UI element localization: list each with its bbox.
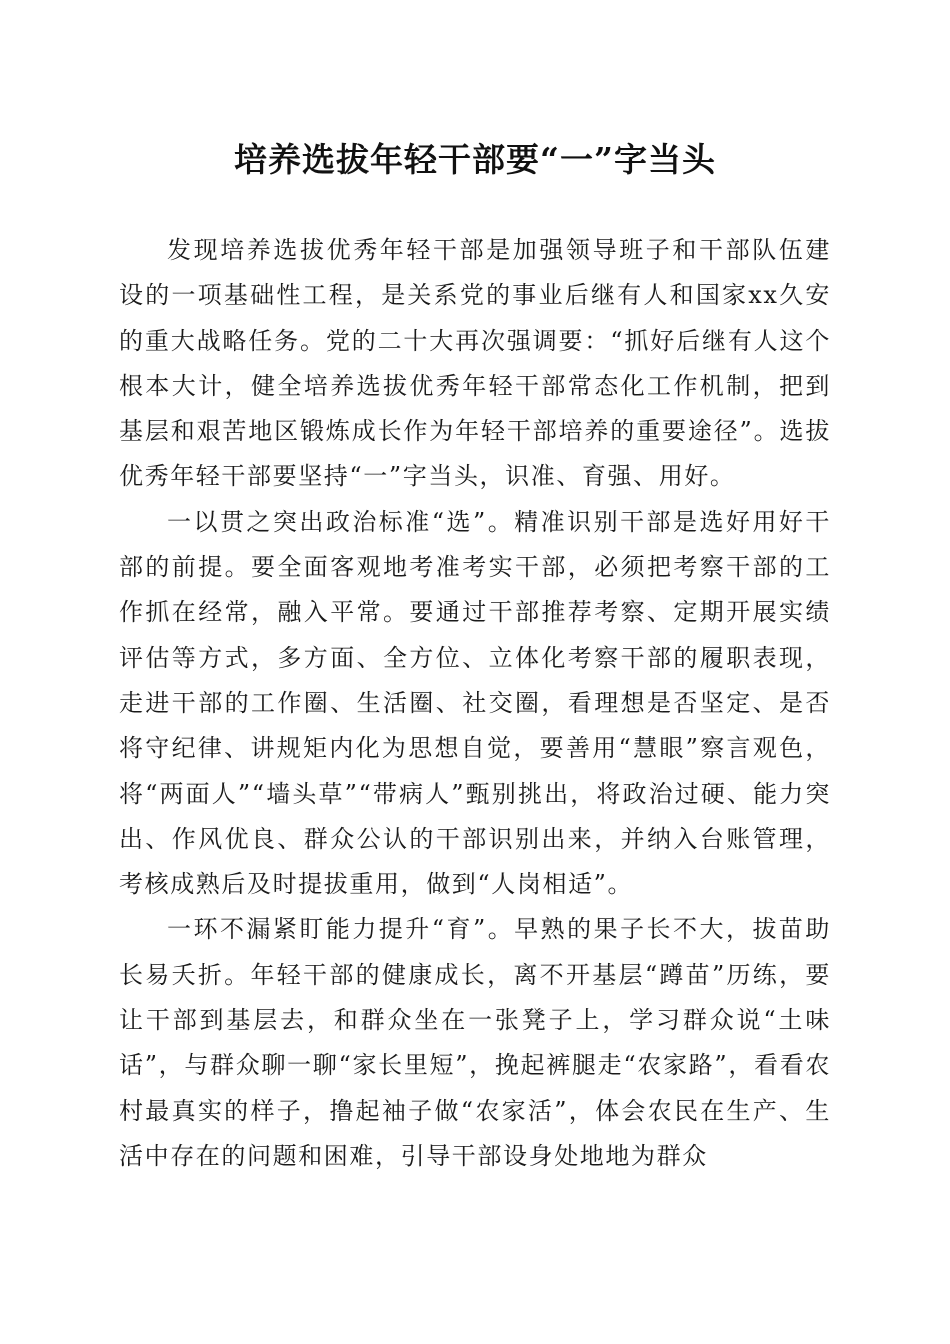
document-body	[119, 228, 831, 1179]
paragraph-cultivate: 一环不漏紧盯能力提升“育”。早熟的果子长不大，拔苗助长易夭折。年轻干部的健康成长，离不开基层“蹲苗”历练，要让干部到基层去，和群众坐在一张凳子上，学习群众说“土味话”，与群众聊一聊“家长里短”，挽起裤腿走“农家路”，看看农村最真实的样子，撸起袖子做“农家活”，体会农民在生产、生活中存在的问题和困难，引导干部设身处地地为群众	[119, 915, 831, 1170]
paragraph-select: 一以贯之突出政治标准“选”。精准识别干部是选好用好干部的前提。要全面客观地考准考实干部，必须把考察干部的工作抓在经常，融入平常。要通过干部推荐考察、定期开展实绩评估等方式，多方面、全方位、立体化考察干部的履职表现，走进干部的工作圈、生活圈、社交圈，看理想是否坚定、是否将守纪律、讲规矩内化为思想自觉，要善用“慧眼”察言观色，将“两面人”“墙头草”“带病人”甄别挑出，将政治过硬、能力突出、作风优良、群众公认的干部识别出来，并纳入台账管理，考核成熟后及时提拔重用，做到“人岗相适”。	[119, 507, 831, 899]
paragraph-intro: 发现培养选拔优秀年轻干部是加强领导班子和干部队伍建设的一项基础性工程，是关系党的事业后继有人和国家xx久安的重大战略任务。党的二十大再次强调要：“抓好后继有人这个根本大计，健全培养选拔优秀年轻干部常态化工作机制，把到基层和艰苦地区锻炼成长作为年轻干部培养的重要途径”。选拔优秀年轻干部要坚持“一”字当头，识准、育强、用好。	[119, 236, 831, 491]
document-title: 培养选拔年轻干部要“一”字当头	[234, 140, 716, 179]
